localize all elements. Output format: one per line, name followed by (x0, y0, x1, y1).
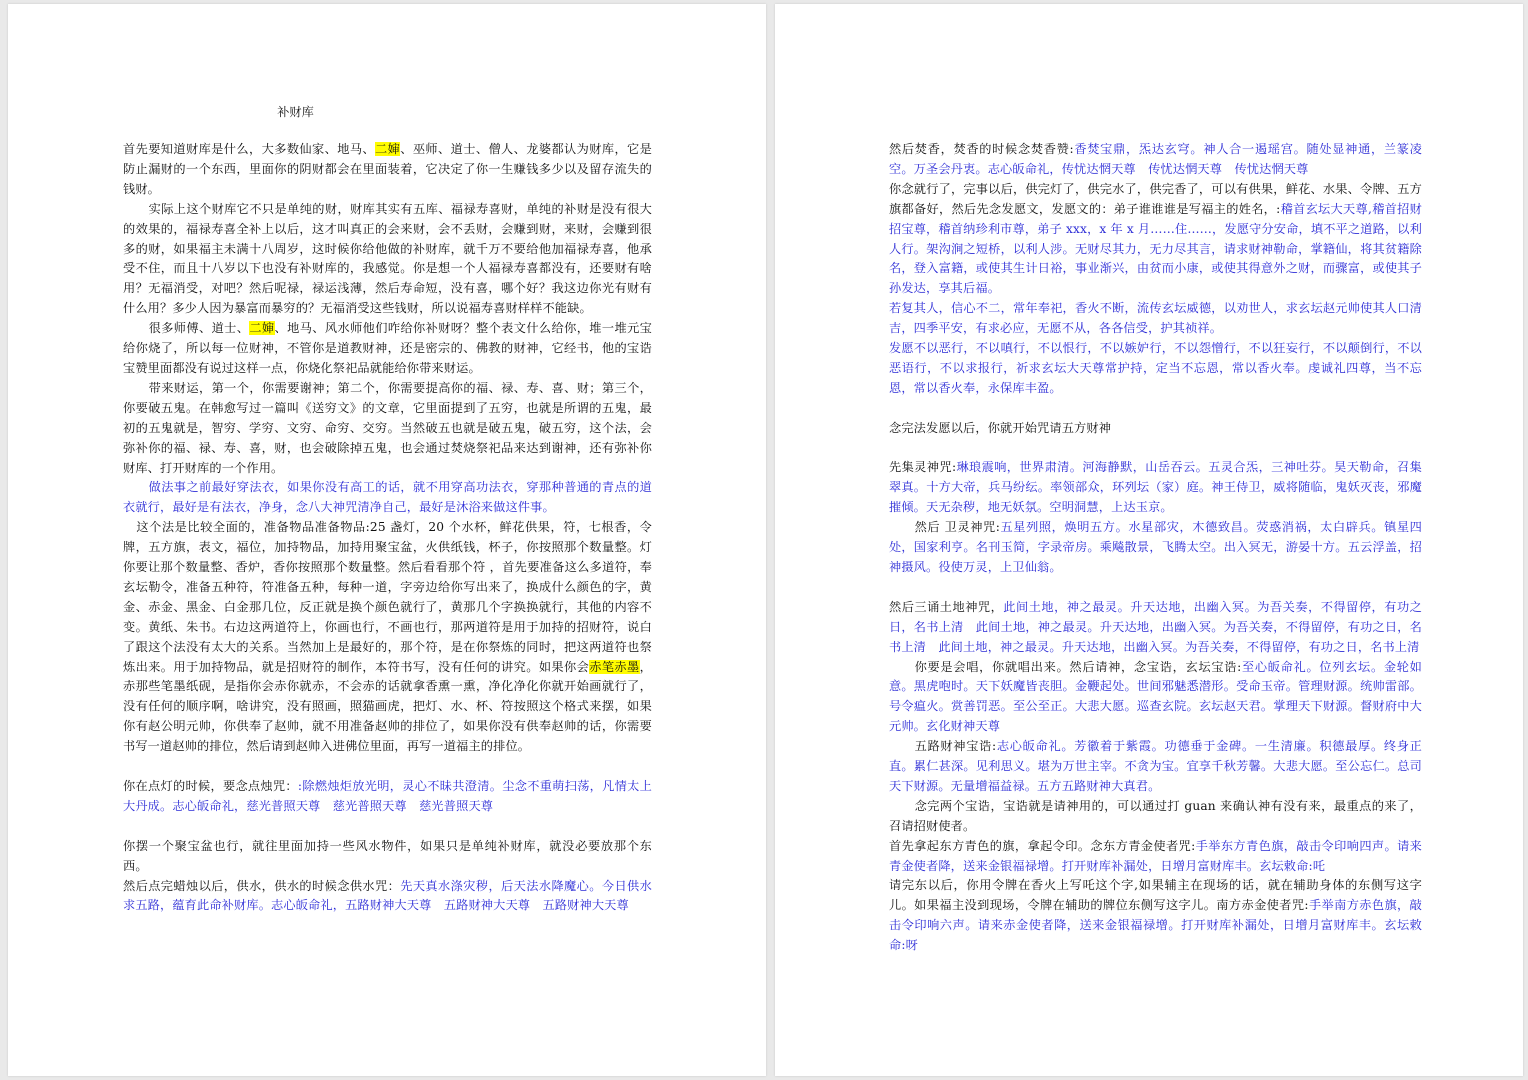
text-run: 然后三诵土地神咒， (889, 599, 1004, 614)
paragraph (889, 737, 1422, 797)
text-run: 很多师傅、道士、 (148, 321, 250, 336)
highlighted-text: 二婶 (375, 142, 401, 156)
text-run: 然后点完蜡烛以后，供水，供水的时候念供水咒： (123, 878, 401, 893)
text-run: 你摆一个聚宝盆也行，就往里面加持一些风水物件，如果只是单纯补财库，就没必要放那个东西。 (123, 838, 652, 873)
paragraph (889, 140, 1422, 180)
paragraph (123, 200, 652, 319)
text-run: 念完两个宝诰，宝诰就是请神用的，可以通过打 guan 来确认神有没有来，最重点的来了，召请招财使者。 (889, 798, 1422, 833)
paragraph (889, 876, 1422, 956)
blank-line (889, 399, 1422, 419)
paragraph (889, 598, 1422, 658)
document-page-1 (8, 4, 766, 1076)
text-run: 你念就行了，完事以后，供完灯了，供完水了，供完香了，可以有供果，鲜花、水果、令牌、五方旗都备好，然后先念发愿文，发愿文的：弟子谁谁谁是写福主的姓名，: (889, 181, 1422, 216)
page-2-body (889, 140, 1422, 956)
incantation-text: 至心皈命礼。位列玄坛。金轮如意。黑虎咆时。天下妖魔皆丧胆。金鞭起处。世间邪魅悉潜形。受命玉帝。管理财源。统帅雷部。号令瘟火。赏善罚恶。至公至正。大悲大愿。巡查玄院。玄坛赵天君。掌理天下财源。督财府中大元帅。玄化财神天尊 (889, 659, 1422, 734)
incantation-text: 手举东方青色旗，敲击令印响四声。请来青金使者降，送来金银福禄增。打开财库补漏处，日增月富财库丰。玄坛敕命:吒 (889, 838, 1423, 873)
paragraph (123, 877, 652, 917)
incantation-text: 此间土地，神之最灵。升天达地，出幽入冥。为吾关奏，不得留停，有功之日，名书上清 此间土地，神之最灵。升天达地，出幽入冥。为吾关奏，不得留停，有功之日，名书上清 此间土地，神之最灵。升天达地，出幽入冥。为吾关奏，不得留停，有功之日，名书上清 (889, 599, 1422, 654)
paragraph (889, 658, 1422, 738)
paragraph (123, 140, 652, 200)
incantation-text: 手举南方赤色旗，敲击令印响六声。请来赤金使者降，送来金银福禄增。打开财库补漏处，日增月富财库丰。玄坛敕命:呀 (889, 898, 1422, 953)
incantation-text: 做法事之前最好穿法衣，如果你没有高工的话，就不用穿高功法衣，穿那种普通的青点的道衣就行，最好是有法衣，净身，念八大神咒清净自己，最好是沐浴来做这件事。 (123, 480, 652, 515)
paragraph (889, 518, 1422, 578)
text-run: 这个法是比较全面的，准备物品准备物品:25 盏灯，20 个水杯，鲜花供果，符，七根香，令牌，五方旗，表文，福位，加持物品，加持用聚宝盆，火供纸钱，杯子，你按照那个数量整。灯你要让那个数量整、香炉，香你按照那个数量整。然后看看那个符 ，首先要准备这么多道符，奉玄坛勒令，准备五种符，符准备五种，每种一道，字旁边给你写出来了，换成什么颜色的字，黄金、赤金、黑金、白金那几位，反正就是换个颜色就行了，黄那几个字换换就行，其他的内容不变。黄纸、朱书。右边这两道符上，你画也行，不画也行，那两道符是用于加持的招财符，说白了跟这个法没有太大的关系。当然加上是最好的，那个符，是在你祭炼的同时，把这两道符也祭炼出来。用于加持物品，就是招财符的制作，本符书写，没有任何的讲究。如果你会 (123, 520, 652, 674)
text-run: 请完东以后，你用令牌在香火上写吒这个字,如果辅主在现场的话，就在辅助身体的东侧写这字儿。如果福主没到现场，令牌在辅助的牌位东侧写这字儿。南方赤金使者咒: (889, 878, 1422, 913)
paragraph (123, 379, 652, 479)
text-run: 先集灵神咒: (889, 460, 957, 475)
text-run: 念完法发愿以后，你就开始咒请五方财神 (889, 420, 1112, 435)
text-run: 你在点灯的时候，要念点烛咒： (123, 778, 298, 793)
paragraph (889, 797, 1422, 837)
incantation-text: 香焚宝鼎，炁达玄穹。神人合一遏瑶宫。随处显神通，兰篆凌空。万圣会丹衷。志心皈命礼，传忧达惘天尊 传忧达惘天尊 传忧达惘天尊 (889, 142, 1422, 176)
incantation-text: 发愿不以恶行，不以嗔行，不以恨行，不以嫉妒行，不以怨憎行，不以狂妄行，不以颠倒行，不以恶语行，不以求报行，祈求玄坛大天尊常护持，定当不忘恩，常以香火奉。虔诚礼四尊，当不忘恩，常以香火奉，永保库丰盈。 (889, 341, 1422, 395)
blank-line (123, 757, 652, 777)
document-page-2 (775, 4, 1523, 1076)
paragraph (889, 299, 1422, 339)
text-run: 然后 卫灵神咒: (914, 520, 1001, 535)
incantation-text: 若复其人，信心不二，常年奉祀，香火不断，流传玄坛威德，以劝世人，求玄坛赵元帅使其人口清吉，四季平安，有求必应，无愿不从，各各信受，护其祯祥。 (889, 301, 1422, 336)
text-run: 首先拿起东方青色的旗，拿起令印。念东方青金使者咒: (889, 838, 1196, 853)
text-run: 带来财运，第一个，你需要谢神；第二个，你需要提高你的福、禄、寿、喜、财；第三个，你要破五鬼。在韩愈写过一篇叫《送穷文》的文章，它里面提到了五穷，也就是所谓的五鬼，最初的五鬼就是，智穷、学穷、文穷、命穷、交穷。当然破五也就是破五鬼，破五穷，这个法，会弥补你的福、禄、寿、喜，财，也会破除掉五鬼，也会通过焚烧祭祀品来达到谢神，还有弥补你财库、打开财库的一个作用。 (123, 380, 652, 475)
paragraph (123, 837, 652, 877)
text-run: 你要是会唱，你就唱出来。然后请神，念宝诰，玄坛宝诰: (914, 659, 1242, 674)
blank-line (123, 817, 652, 837)
paragraph (123, 518, 652, 757)
text-run: 五路财神宝诰: (914, 739, 997, 754)
highlighted-text: 赤笔赤墨 (589, 659, 640, 674)
incantation-text: 先天真水涤灾秽，后天法水降魔心。今日供水求五路，蕴育此命补财库。志心皈命礼，五路财神大天尊 五路财神大天尊 五路财神大天尊 (123, 878, 652, 913)
text-run: 、巫师、道士、僧人、龙婆都认为财库，它是防止漏财的一个东西，里面你的阴财都会在里面装着，它决定了你一生赚钱多少以及留存流失的钱财。 (123, 142, 652, 196)
text-run: ，赤那些笔墨纸砚，是指你会赤你就赤，不会赤的话就拿香熏一熏，净化净化你就开始画就行了，没有任何的顺序啊，啥讲究，没有照画，照猫画虎，把灯、水、杯、符按照这个格式来摆，如果你有赵公明元帅，你供奉了赵帅，就不用准备赵帅的排位了，如果你没有供奉赵帅的话，你需要书写一道赵帅的排位，然后请到赵帅入进佛位里面，再写一道福主的排位。 (123, 659, 652, 754)
page-1-body (123, 140, 652, 916)
text-run: 实际上这个财库它不只是单纯的财，财库其实有五库、福禄寿喜财，单纯的补财是没有很大的效果的，福禄寿喜全补上以后，这才叫真正的会来财，会不丢财，会赚到财，来财，会赚到很多的财，如果福主未满十八周岁，这时候你给他做的补财库，就千万不要给他加福禄寿喜，他承受不住，而且十八岁以下也没有补财库的，我感觉。你是想一个人福禄寿喜都没有，还要财有啥用？无福消受，对吧？然后呢禄，禄运浅薄，然后寿命短，没有喜，哪个好？我这边你光有财有什么用？多少人因为暴富而暴穷的？无福消受这些钱财，所以说福寿喜财样样不能缺。 (123, 201, 652, 316)
paragraph (123, 777, 652, 817)
text-run: 、地马、风水师他们咋给你补财呀？整个表文什么给你，堆一堆元宝给你烧了，所以每一位财神，不管你是道教财神，还是密宗的、佛教的财神，它经书，他的宝诰宝赞里面都没有说过这样一点，你烧化祭祀品就能给你带来财运。 (123, 321, 652, 375)
incantation-text: 五星列照，焕明五方。水星部灾，木德致昌。荧惑消祸，太白辟兵。镇星四处，国家利亨。名刊玉简，字录帝房。乘飚散景，飞腾太空。出入冥无，游晏十方。五云浮盖，招神摄风。役使万灵，上卫仙翁。 (889, 520, 1422, 574)
highlighted-text: 二婶 (249, 321, 275, 336)
paragraph (889, 837, 1422, 877)
paragraph (123, 478, 652, 518)
paragraph (889, 419, 1422, 439)
paragraph (889, 339, 1422, 399)
incantation-text: 琳琅震响，世界肃清。河海静默，山岳吞云。五灵合炁，三神吐芬。昊天勒命，召集翠真。十方大帝，兵马纷纭。率领部众，环列坛（家）庭。神王侍卫，威将随临，鬼妖灭丧，邪魔摧倾。天无杂秽，地无妖氛。空明洞慧，上达玉京。 (889, 460, 1422, 515)
incantation-text: 稽首玄坛大天尊,稽首招财招宝尊，稽首纳珍利市尊，弟子 xxx，x 年 x 月……住……，发愿守分安命，填不平之道路，以利人行。架沟涧之短桥，以利人涉。无财尽其力，无力尽其言，请求财神勒命，掌籍仙，将其贫籍除名，登入富籍，或使其生计日裕，事业渐兴，由贫而小康，或使其得意外之财，而骤富，或使其子孙发达，享其后福。 (889, 201, 1422, 296)
text-run: 首先要知道财库是什么，大多数仙家、地马、 (123, 142, 376, 156)
blank-line (889, 578, 1422, 598)
document-title: 补财库 (277, 105, 314, 119)
paragraph (889, 458, 1422, 518)
text-run: 然后焚香，焚香的时候念焚香赞: (889, 142, 1074, 156)
blank-line (889, 439, 1422, 459)
paragraph (123, 319, 652, 379)
incantation-text: :除燃烛炬放光明，灵心不昧共澄清。尘念不重萌扫荡，凡情太上大丹成。志心皈命礼，慈光普照天尊 慈光普照天尊 慈光普照天尊 (123, 778, 652, 813)
incantation-text: 志心皈命礼。芳徽着于紫霞。功德垂于金碑。一生清廉。积德最厚。终身正直。累仁甚深。见利思义。堪为万世主宰。不贪为宝。宜享千秋芳馨。大悲大愿。至公忘仁。总司天下财源。无量增福益禄。五方五路财神大真君。 (889, 739, 1423, 793)
paragraph (889, 180, 1422, 299)
